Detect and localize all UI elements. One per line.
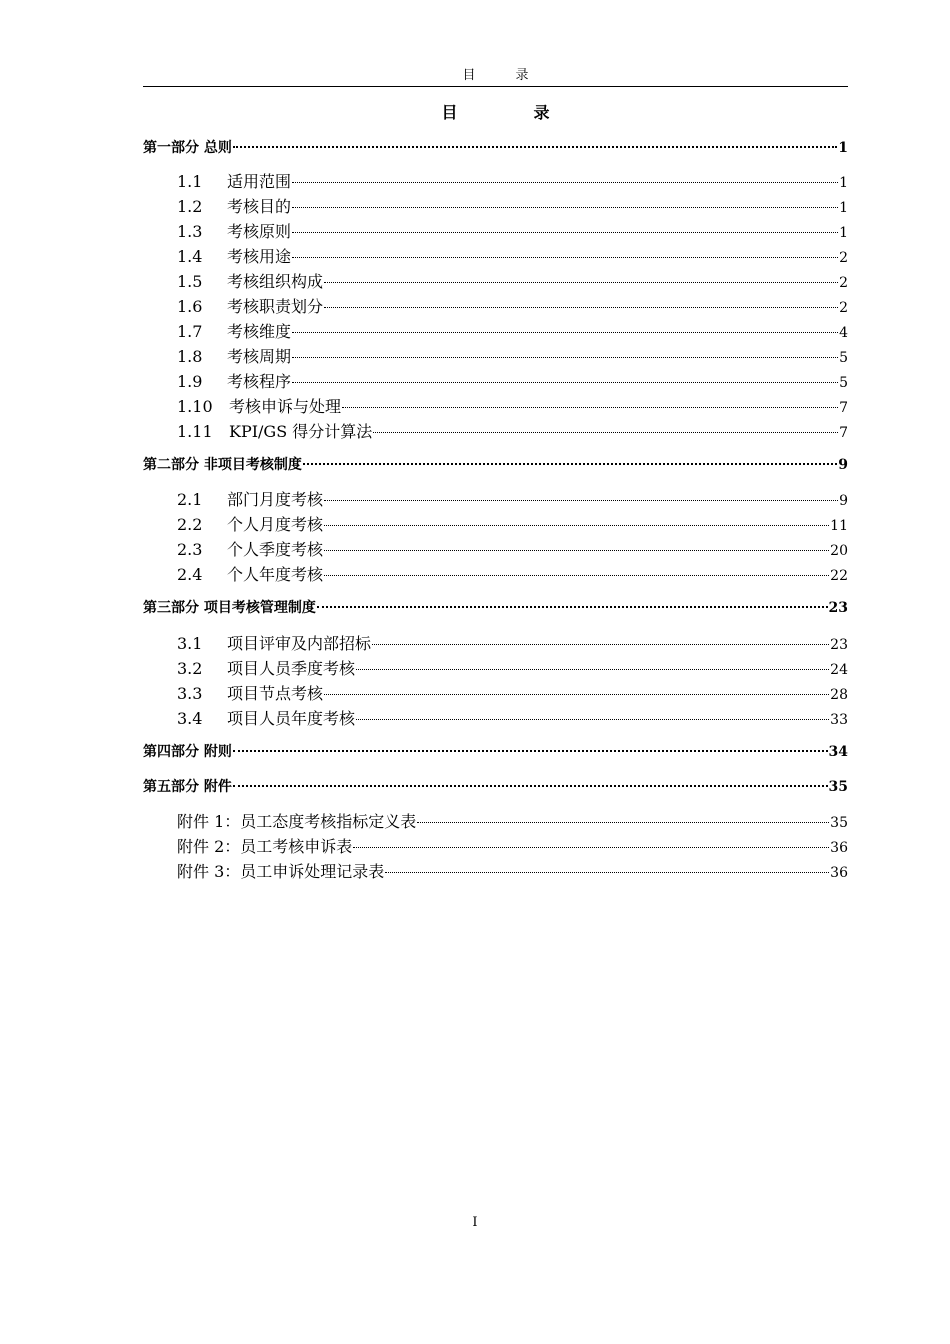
toc-entry-label: 部门月度考核 xyxy=(227,490,324,509)
toc-entry-number: 1.7 xyxy=(177,322,203,341)
toc-entry-label: 考核目的 xyxy=(227,197,292,216)
toc-entry-page: 23 xyxy=(830,637,848,653)
toc-entry-label: 第五部分 附件 xyxy=(143,779,232,795)
toc-entry-page: 23 xyxy=(828,600,848,616)
toc-dot-leader xyxy=(372,644,829,645)
toc-dot-leader xyxy=(233,750,828,752)
toc-entry-label: 考核周期 xyxy=(227,347,292,366)
toc-entry-label: 项目人员年度考核 xyxy=(227,709,356,728)
toc-dot-leader xyxy=(233,785,828,787)
toc-entry-page: 33 xyxy=(830,712,848,728)
toc-entry-label: 第一部分 总则 xyxy=(143,140,232,156)
toc-dot-leader xyxy=(292,207,838,208)
toc-entry-number: 2.1 xyxy=(177,490,203,509)
toc-dot-leader xyxy=(292,332,838,333)
running-header xyxy=(143,66,848,87)
toc-entry-page: 9 xyxy=(838,457,848,473)
toc-entry-page: 5 xyxy=(839,375,848,391)
toc-entry-page: 35 xyxy=(830,815,848,831)
toc-dot-leader xyxy=(317,606,828,608)
toc-dot-leader xyxy=(324,500,838,501)
toc-section-entry[interactable] xyxy=(143,810,848,834)
toc-dot-leader xyxy=(324,694,829,695)
toc-dot-leader xyxy=(233,146,837,148)
toc-dot-leader xyxy=(385,872,829,873)
toc-entry-label: 适用范围 xyxy=(227,172,292,191)
toc-section-entry[interactable] xyxy=(143,488,848,512)
toc-entry-page: 7 xyxy=(839,425,848,441)
toc-section-entry[interactable] xyxy=(143,707,848,731)
toc-entry-page: 20 xyxy=(830,543,848,559)
toc-entry-number: 2.2 xyxy=(177,515,203,534)
toc-section-entry[interactable] xyxy=(143,835,848,859)
toc-entry-number: 1.4 xyxy=(177,247,203,266)
toc-section-entry[interactable] xyxy=(143,395,848,419)
toc-entry-page: 2 xyxy=(839,250,848,266)
toc-section-entry[interactable] xyxy=(143,420,848,444)
toc-entry-label: 项目节点考核 xyxy=(227,684,324,703)
toc-entry-label: 考核组织构成 xyxy=(227,272,324,291)
toc-part-entry[interactable] xyxy=(143,742,848,762)
toc-dot-leader xyxy=(292,257,838,258)
toc-section-entry[interactable] xyxy=(143,513,848,537)
toc-dot-leader xyxy=(356,719,829,720)
toc-entry-page: 4 xyxy=(839,325,848,341)
toc-entry-number: 3.1 xyxy=(177,634,203,653)
toc-entry-page: 36 xyxy=(830,865,848,881)
toc-section-entry[interactable] xyxy=(143,632,848,656)
toc-title-right: 录 xyxy=(533,103,550,122)
header-right-char: 录 xyxy=(515,68,529,83)
toc-entry-page: 9 xyxy=(839,493,848,509)
toc-entry-label: 考核原则 xyxy=(227,222,292,241)
toc-entry-page: 7 xyxy=(839,400,848,416)
toc-section-entry[interactable] xyxy=(143,657,848,681)
toc-entry-number: 2.4 xyxy=(177,565,203,584)
toc-entry-label: 考核维度 xyxy=(227,322,292,341)
toc-entry-number: 3.4 xyxy=(177,709,203,728)
toc-entry-number: 1.11 xyxy=(177,422,213,441)
toc-part-entry[interactable] xyxy=(143,455,848,475)
toc-entry-page: 22 xyxy=(830,568,848,584)
toc-dot-leader xyxy=(356,669,829,670)
toc-dot-leader xyxy=(417,822,829,823)
toc-entry-label: KPI/GS 得分计算法 xyxy=(229,422,373,441)
toc-entry-label: 个人季度考核 xyxy=(227,540,324,559)
toc-entry-page: 36 xyxy=(830,840,848,856)
toc-entry-page: 1 xyxy=(839,175,848,191)
toc-entry-page: 35 xyxy=(828,779,848,795)
toc-entry-label: 附件 3：员工申诉处理记录表 xyxy=(177,862,385,881)
toc-title xyxy=(143,102,848,124)
toc-entry-label: 考核申诉与处理 xyxy=(229,397,342,416)
toc-dot-leader xyxy=(353,847,829,848)
toc-part-entry[interactable] xyxy=(143,138,848,158)
toc-entry-page: 28 xyxy=(830,687,848,703)
toc-section-entry[interactable] xyxy=(143,170,848,194)
toc-dot-leader xyxy=(303,463,837,465)
toc-dot-leader xyxy=(324,307,838,308)
toc-entry-number: 1.8 xyxy=(177,347,203,366)
toc-entry-page: 2 xyxy=(839,275,848,291)
toc-entry-label: 考核程序 xyxy=(227,372,292,391)
toc-entry-label: 附件 2：员工考核申诉表 xyxy=(177,837,353,856)
toc-entry-label: 第二部分 非项目考核制度 xyxy=(143,457,302,473)
toc-entry-number: 1.2 xyxy=(177,197,203,216)
toc-dot-leader xyxy=(292,357,838,358)
toc-entry-page: 1 xyxy=(838,140,848,156)
toc-title-left: 目 xyxy=(441,103,458,122)
toc-entry-page: 1 xyxy=(839,200,848,216)
toc-dot-leader xyxy=(373,432,838,433)
toc-section-entry[interactable] xyxy=(143,295,848,319)
toc-dot-leader xyxy=(292,232,838,233)
toc-entry-label: 第三部分 项目考核管理制度 xyxy=(143,600,316,616)
toc-entry-label: 考核用途 xyxy=(227,247,292,266)
toc-entry-label: 第四部分 附则 xyxy=(143,744,232,760)
page-number: I xyxy=(472,1215,478,1230)
toc-entry-page: 34 xyxy=(828,744,848,760)
toc-section-entry[interactable] xyxy=(143,682,848,706)
toc-entry-page: 1 xyxy=(839,225,848,241)
toc-section-entry[interactable] xyxy=(143,860,848,884)
toc-part-entry[interactable] xyxy=(143,777,848,797)
toc-entry-label: 个人月度考核 xyxy=(227,515,324,534)
toc-entry-label: 项目评审及内部招标 xyxy=(227,634,372,653)
toc-entry-number: 3.3 xyxy=(177,684,203,703)
toc-entry-label: 附件 1：员工态度考核指标定义表 xyxy=(177,812,417,831)
toc-section-entry[interactable] xyxy=(143,370,848,394)
toc-dot-leader xyxy=(324,525,829,526)
toc-dot-leader xyxy=(324,550,829,551)
toc-entry-page: 11 xyxy=(830,518,848,534)
toc-dot-leader xyxy=(324,282,838,283)
toc-entry-number: 2.3 xyxy=(177,540,203,559)
toc-entry-number: 1.1 xyxy=(177,172,203,191)
toc-dot-leader xyxy=(342,407,838,408)
toc-part-entry[interactable] xyxy=(143,598,848,618)
toc-section-entry[interactable] xyxy=(143,270,848,294)
toc-entry-number: 1.6 xyxy=(177,297,203,316)
toc-entry-page: 5 xyxy=(839,350,848,366)
toc-entry-number: 1.3 xyxy=(177,222,203,241)
toc-entry-number: 1.9 xyxy=(177,372,203,391)
toc-dot-leader xyxy=(292,382,838,383)
toc-dot-leader xyxy=(324,575,829,576)
toc-entry-label: 个人年度考核 xyxy=(227,565,324,584)
toc-entry-number: 1.5 xyxy=(177,272,203,291)
toc-entry-number: 1.10 xyxy=(177,397,213,416)
toc-section-entry[interactable] xyxy=(143,345,848,369)
toc-section-entry[interactable] xyxy=(143,245,848,269)
toc-entry-label: 考核职责划分 xyxy=(227,297,324,316)
toc-entry-label: 项目人员季度考核 xyxy=(227,659,356,678)
toc-entry-number: 3.2 xyxy=(177,659,203,678)
toc-dot-leader xyxy=(292,182,838,183)
header-left-char: 目 xyxy=(462,68,476,83)
toc-section-entry[interactable] xyxy=(143,538,848,562)
toc-entry-page: 2 xyxy=(839,300,848,316)
toc-section-entry[interactable] xyxy=(143,220,848,244)
toc-section-entry[interactable] xyxy=(143,320,848,344)
toc-section-entry[interactable] xyxy=(143,195,848,219)
toc-entry-page: 24 xyxy=(830,662,848,678)
toc-section-entry[interactable] xyxy=(143,563,848,587)
